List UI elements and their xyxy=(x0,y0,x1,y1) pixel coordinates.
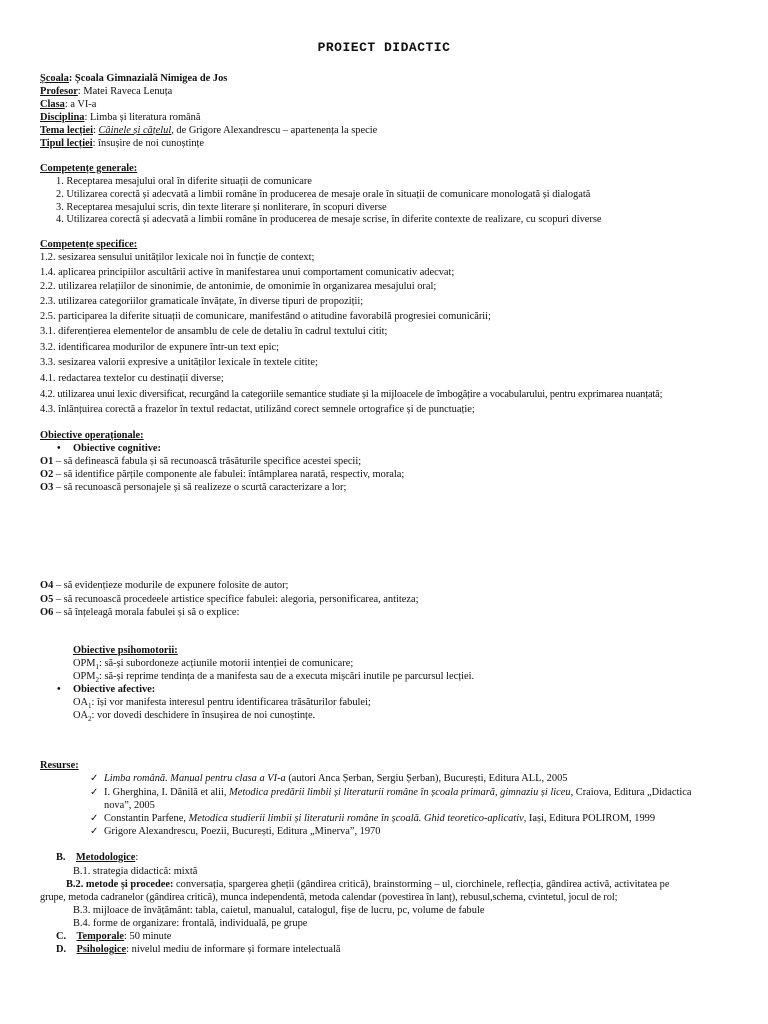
psychomotor-objectives-heading: Obiective psihomotorii: xyxy=(73,645,178,656)
class-line xyxy=(40,99,96,111)
objective-code: OPM xyxy=(73,671,96,682)
objective-text: : vor dovedi deschidere în însușirea de noi cunoștințe. xyxy=(91,710,316,721)
resource-item xyxy=(104,773,567,785)
resource-authors: I. Gherghina, I. Dănilă et alii, xyxy=(104,787,230,798)
objective-subscript: 1 xyxy=(95,663,100,672)
objective-text: – să recunoască procedeele artistice specifice fabulei: alegoria, personificarea, antiteza; xyxy=(53,594,419,605)
specific-competence-item: 3.2. identificarea modurilor de expunere într-un text epic; xyxy=(40,342,279,353)
objective-text: : să-și reprime tendința de a manifesta sau de a executa mișcări inutile pe parcursul lecției. xyxy=(99,671,475,682)
temporal-label: Temporale xyxy=(76,931,125,942)
teacher-label: Profesor xyxy=(40,86,78,97)
objective-code: O4 xyxy=(40,580,54,591)
resources-heading: Resurse: xyxy=(40,760,79,771)
objective-code: O1 xyxy=(40,456,54,467)
section-letter: D. xyxy=(56,944,67,955)
discipline-line xyxy=(40,112,200,124)
objective-text: – să evidențieze modurile de expunere folosite de autor; xyxy=(53,580,289,591)
psychological-label: Psihologice xyxy=(76,944,127,955)
specific-competence-item: 3.3. sesizarea valorii expresive a unităților lexicale în textele citite; xyxy=(40,357,318,368)
objective-item xyxy=(40,580,288,592)
psychological-line xyxy=(56,944,341,956)
methodological-line xyxy=(56,852,138,864)
topic-rest: , de Grigore Alexandrescu – apartenența la specie xyxy=(171,125,378,136)
methods-text: conversația, spargerea gheții (gândirea critică), brainstorming – ul, ciorchinele, reflecția, gândirea activă, activitatea pe xyxy=(173,879,670,890)
objective-code: OA xyxy=(73,697,89,708)
objective-item xyxy=(40,594,418,606)
resource-item xyxy=(104,787,691,799)
class-value: : a VI-a xyxy=(64,99,97,110)
objective-subscript: 1 xyxy=(88,702,92,711)
temporal-line xyxy=(56,931,171,943)
lesson-type-value: : însușire de noi cunoștințe xyxy=(92,138,205,149)
objective-subscript: 2 xyxy=(88,715,92,724)
objectives-heading: Obiective operaționale: xyxy=(40,430,144,441)
affective-objectives-heading: • Obiective afective: xyxy=(73,684,155,696)
general-competence-item: 4. Utilizarea corectă și adecvată a limbii române în producerea de mesaje scrise, în diferite contexte de realizare, cu scopuri diverse xyxy=(56,214,602,225)
specific-competence-item: 2.5. participarea la diferite situații de comunicare, manifestând o atitudine favorabilă progresiei comunicării; xyxy=(40,311,491,322)
resource-title: Metodica studierii limbii și literaturii române în școală. Ghid teoretico-aplicativ xyxy=(188,813,524,824)
specific-competence-item: 2.2. utilizarea relațiilor de sinonimie, de antonimie, de omonimie în organizarea mesajului oral; xyxy=(40,281,437,292)
objective-code: O3 xyxy=(40,482,54,493)
resource-details: , Iași, Editura POLIROM, 1999 xyxy=(523,813,656,824)
methods-label: B.2. metode și procedee: xyxy=(66,879,174,890)
specific-competences-heading: Competențe specifice: xyxy=(40,239,138,250)
objective-text: : își vor manifesta interesul pentru identificarea trăsăturilor fabulei; xyxy=(91,697,371,708)
lesson-type-label: Tipul lecției xyxy=(40,138,93,149)
school-value: : Școala Gimnazială Nimigea de Jos xyxy=(68,73,228,84)
general-competence-item: 1. Receptarea mesajului oral în diferite situații de comunicare xyxy=(56,176,312,187)
specific-competence-item: 4.1. redactarea textelor cu destinații diverse; xyxy=(40,373,224,384)
objective-text: – să identifice părțile componente ale fabulei: întâmplarea narată, respectiv, morala; xyxy=(53,469,405,480)
teacher-line xyxy=(40,86,172,98)
objective-text: – să recunoască personajele și să realizeze o scurtă caracterizare a lor; xyxy=(53,482,347,493)
section-letter: C. xyxy=(56,931,67,942)
objective-code: OA xyxy=(73,710,89,721)
methods-continuation: grupe, metoda cadranelor (gândirea critică), munca independentă, metoda calendar (povestirea în lanț), rebusul,schema, cvintetul, jocul de rol; xyxy=(40,892,618,903)
lesson-type-line xyxy=(40,138,204,150)
organization-forms-line: B.4. forme de organizare: frontală, individuală, pe grupe xyxy=(73,918,308,929)
specific-competence-item: 4.3. înlănțuirea corectă a frazelor în textul redactat, utilizând corect semnele ortografice și de punctuație; xyxy=(40,404,475,415)
resource-title: Limba română. Manual pentru clasa a VI-a xyxy=(104,773,286,784)
objective-text: : să-și subordoneze acțiunile motorii intenției de comunicare; xyxy=(99,658,354,669)
teacher-value: : Matei Raveca Lenuța xyxy=(77,86,173,97)
specific-competence-item: 4.2. utilizarea unui lexic diversificat, recurgând la categoriile semantice studiate și la mijloacele de îmbogățire a vocabularului, pentru exprimarea nuanțată; xyxy=(40,389,663,400)
resource-authors: Constantin Parfene, xyxy=(104,813,189,824)
objective-code: O2 xyxy=(40,469,54,480)
methodological-label: Metodologice xyxy=(75,852,136,863)
topic-title: Câinele și cățelul xyxy=(98,125,172,136)
objective-item xyxy=(40,482,346,494)
section-letter: B. xyxy=(56,852,66,863)
objective-item xyxy=(40,469,404,481)
methods-line xyxy=(66,879,669,891)
specific-competence-item: 3.1. diferențierea elementelor de ansamblu de cele de detaliu în cadrul textului citit; xyxy=(40,326,388,337)
school-line xyxy=(40,73,227,85)
strategy-line: B.1. strategia didactică: mixtă xyxy=(73,866,198,877)
discipline-label: Disciplina xyxy=(40,112,85,123)
psychological-value: : nivelul mediu de informare și formare intelectuală xyxy=(126,944,341,955)
methodological-colon: : xyxy=(135,852,139,863)
objective-item xyxy=(40,456,361,468)
objective-code: O6 xyxy=(40,607,54,618)
topic-line xyxy=(40,125,377,137)
resource-item: ✓ Grigore Alexandrescu, Poezii, București, Editura „Minerva”, 1970 xyxy=(104,826,380,838)
affective-objective-item xyxy=(73,710,315,725)
general-competence-item: 3. Receptarea mesajului scris, din texte literare și nonliterare, în scopuri diverse xyxy=(56,202,387,213)
resource-item-continuation: nova”, 2005 xyxy=(104,800,155,811)
specific-competence-item: 2.3. utilizarea categoriilor gramaticale învățate, în diverse tipuri de propoziții; xyxy=(40,296,364,307)
objective-subscript: 2 xyxy=(95,676,100,685)
general-competence-item: 2. Utilizarea corectă și adecvată a limbii române în producerea de mesaje orale în situații de comunicare monologată și dialogată xyxy=(56,189,591,200)
general-competences-heading: Competențe generale: xyxy=(40,163,138,174)
specific-competence-item: 1.2. sesizarea sensului unităților lexicale noi în funcție de context; xyxy=(40,252,315,263)
objective-code: OPM xyxy=(73,658,96,669)
cognitive-objectives-heading: • Obiective cognitive: xyxy=(73,443,161,455)
resource-details: (autori Anca Șerban, Sergiu Șerban), București, Editura ALL, 2005 xyxy=(285,773,568,784)
objective-text: – să definească fabula și să recunoască trăsăturile specifice acestei specii; xyxy=(53,456,362,467)
resource-details: Craiova, Editura „Didactica xyxy=(573,787,692,798)
topic-colon: : xyxy=(93,125,99,136)
class-label: Clasa xyxy=(40,99,65,110)
objective-item xyxy=(40,607,239,619)
objective-code: O5 xyxy=(40,594,54,605)
school-label: Școala xyxy=(40,73,69,84)
resource-item xyxy=(104,813,655,825)
topic-label: Tema lecției xyxy=(40,125,93,136)
resource-title: Metodica predării limbii și literaturii române în școala primară, gimnaziu și liceu, xyxy=(229,787,574,798)
page-title: PROIECT DIDACTIC xyxy=(317,40,451,55)
discipline-value: : Limba și literatura română xyxy=(84,112,201,123)
teaching-means-line: B.3. mijloace de învățământ: tabla, caietul, manualul, catalogul, fișe de lucru, pc, volume de fabule xyxy=(73,905,485,916)
temporal-value: : 50 minute xyxy=(124,931,172,942)
objective-text: – să înțeleagă morala fabulei și să o explice: xyxy=(53,607,240,618)
specific-competence-item: 1.4. aplicarea principiilor ascultării active în manifestarea unui comportament comunicativ adecvat; xyxy=(40,267,455,278)
